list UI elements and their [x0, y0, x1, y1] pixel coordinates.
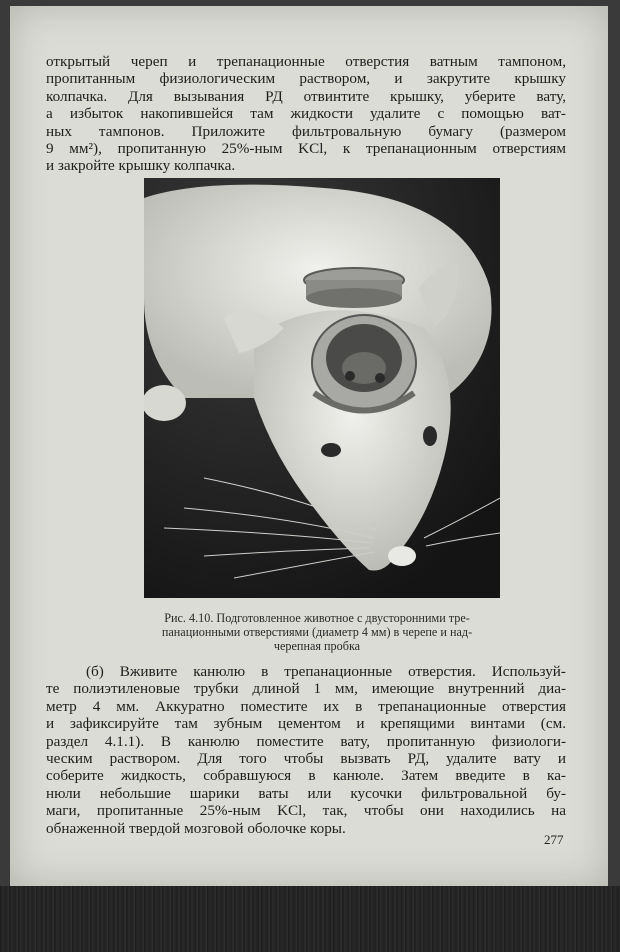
- rat-photo-illustration: [144, 178, 500, 598]
- paragraph-top: [46, 53, 566, 175]
- rat-eye-right: [423, 426, 437, 446]
- text-line: соберите жидкость, собравшуюся в канюле. Затем введите в ка-: [46, 767, 566, 785]
- text-line: раздел 4.1.1). В канюлю поместите вату, пропитанную физиологи-: [46, 732, 566, 750]
- caption-line: Рис. 4.10. Подготовленное животное с двусторонними тре-: [164, 611, 470, 625]
- text-line: а избыток накопившейся там жидкости удалите с помощью ват-: [46, 105, 566, 123]
- rat-nose: [388, 546, 416, 566]
- text-line: и зафиксируйте там зубным цементом и крепящими винтами (см.: [46, 715, 566, 733]
- text-line: ческим раствором. Для того чтобы вызвать РД, удалите вату и: [46, 750, 566, 768]
- text-line: метр 4 мм. Аккуратно поместите их в трепанационные отверстия: [46, 697, 566, 715]
- book-edge: [0, 886, 620, 952]
- figure-caption: [102, 611, 532, 653]
- text-line: пропитанным физиологическим раствором, и закрутите крышку: [46, 70, 566, 88]
- page-number: 277: [544, 832, 564, 847]
- text-line: ных тампонов. Приложите фильтровальную бумагу (размером: [46, 122, 566, 140]
- caption-line: панационными отверстиями (диаметр 4 мм) в черепе и над-: [161, 625, 473, 639]
- text-line: открытый череп и трепанационные отверстия ватным тампоном,: [46, 53, 566, 70]
- figure-photo: [144, 178, 500, 598]
- rat-paw: [144, 385, 186, 421]
- paragraph-bottom: [46, 663, 566, 837]
- text-line: обнаженной твердой мозговой оболочке коры.: [46, 819, 346, 837]
- caption-line: черепная пробка: [273, 639, 361, 653]
- text-line: и закройте крышку колпачка.: [46, 157, 236, 175]
- text-line: (б) Вживите канюлю в трепанационные отверстия. Используй-: [86, 663, 566, 680]
- text-line: маги, пропитанные 25%-ным KCl, так, чтобы они находились на: [46, 802, 566, 820]
- text-line: нюли небольшие шарики ваты или кусочки фильтровальной бу-: [46, 784, 566, 802]
- text-line: колпачка. Для вызывания РД отвинтите крышку, уберите вату,: [46, 87, 566, 105]
- rat-eye-left: [321, 443, 341, 457]
- book-page: [10, 6, 608, 886]
- text-line: те полиэтиленовые трубки длиной 1 мм, имеющие внутренний диа-: [46, 680, 566, 698]
- text-line: 9 мм²), пропитанную 25%-ным KCl, к трепанационным отверстиям: [46, 140, 566, 158]
